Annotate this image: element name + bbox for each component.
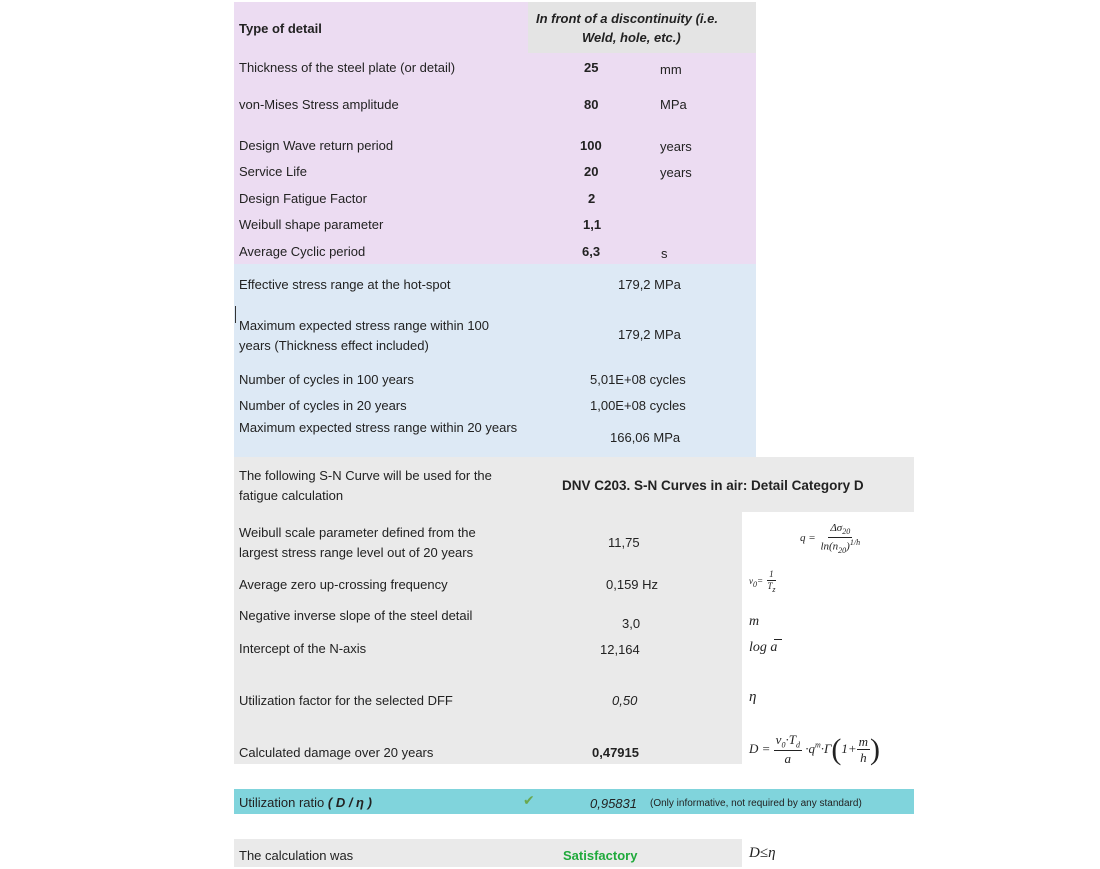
- input-unit: s: [661, 246, 668, 261]
- input-label: Weibull shape parameter: [239, 217, 384, 232]
- result-value: 179,2 MPa: [618, 327, 681, 342]
- weibull-scale-formula: q = $\frac{\Delta\sigma_{20}}{\ln(n_{20})^{1/h}}$: [800, 522, 861, 555]
- input-value[interactable]: 80: [584, 97, 599, 112]
- sn-row-label: Calculated damage over 20 years: [239, 745, 434, 760]
- result-label: Effective stress range at the hot-spot: [239, 277, 451, 292]
- eta-symbol: η: [749, 689, 757, 705]
- input-value[interactable]: 2: [588, 191, 596, 206]
- input-label: Average Cyclic period: [239, 244, 366, 259]
- input-unit: MPa: [660, 97, 687, 112]
- conclusion-status: Satisfactory: [563, 848, 638, 863]
- result-value: 1,00E+08 cycles: [590, 398, 686, 413]
- sn-row-value: 0,47915: [592, 745, 639, 760]
- sn-row-value: 11,75: [608, 535, 640, 550]
- utilization-ratio-formula: ( D / η ): [327, 795, 372, 810]
- utilization-ratio-label: [239, 794, 372, 812]
- slope-symbol: m: [749, 614, 760, 629]
- sn-row-value: 0,50: [612, 693, 638, 708]
- sn-row-value: 0,159 Hz: [606, 577, 659, 592]
- sn-row-label: Intercept of the N-axis: [239, 641, 367, 656]
- text-cursor: [235, 306, 236, 323]
- input-value[interactable]: 100: [580, 138, 602, 153]
- input-label: Design Fatigue Factor: [239, 191, 367, 206]
- input-value[interactable]: 1,1: [583, 217, 602, 232]
- input-label: Service Life: [239, 164, 307, 179]
- intercept-symbol: log a: [749, 640, 778, 655]
- input-unit: years: [660, 139, 692, 154]
- type-of-detail-label: Type of detail: [239, 21, 322, 36]
- input-label: von-Mises Stress amplitude: [239, 97, 399, 112]
- result-label: Maximum expected stress range within 100 years (Thickness effect included): [239, 318, 490, 353]
- type-of-detail-value-line1: In front of a discontinuity (i.e.: [536, 11, 718, 26]
- result-label: Number of cycles in 20 years: [239, 398, 407, 413]
- result-value: 166,06 MPa: [610, 430, 681, 445]
- conclusion-formula: D≤η: [749, 845, 776, 861]
- input-value[interactable]: 25: [584, 60, 599, 75]
- sn-curve-label: The following S-N Curve will be used for the fatigue calculation: [239, 468, 492, 503]
- check-icon: ✔: [523, 792, 535, 808]
- result-value: 179,2 MPa: [618, 277, 681, 292]
- sn-row-value: 12,164: [600, 642, 640, 657]
- conclusion-label: The calculation was: [239, 848, 354, 863]
- type-of-detail-value-line2: Weld, hole, etc.): [582, 30, 681, 45]
- sn-row-value: 3,0: [622, 616, 641, 631]
- sn-row-label: Utilization factor for the selected DFF: [239, 693, 453, 708]
- frequency-formula: $v_0=$ $\frac{1}{T_z}$: [749, 569, 776, 594]
- input-unit: mm: [660, 62, 682, 77]
- input-label: Thickness of the steel plate (or detail): [239, 60, 456, 75]
- utilization-ratio-note: (Only informative, not required by any standard): [650, 798, 862, 809]
- input-label: Design Wave return period: [239, 138, 394, 153]
- input-value[interactable]: 6,3: [582, 244, 601, 259]
- sn-curve-value: DNV C203. S-N Curves in air: Detail Category D: [562, 478, 864, 493]
- sn-row-label: Weibull scale parameter defined from the largest stress range level out of 20 years: [239, 525, 476, 560]
- result-value: 5,01E+08 cycles: [590, 372, 686, 387]
- damage-formula: D = $\frac{v_0\cdot T_d}{a}$ $\cdot q^m\cdot\Gamma(1+$ $\frac{m}{h}$ ): [749, 732, 881, 767]
- intercept-overbar: [774, 639, 782, 640]
- sn-row-label: Negative inverse slope of the steel detail: [239, 608, 473, 623]
- result-label: Number of cycles in 100 years: [239, 372, 414, 387]
- utilization-ratio-value: 0,95831: [590, 796, 637, 811]
- sn-row-label: Average zero up-crossing frequency: [239, 577, 448, 592]
- input-unit: years: [660, 165, 692, 180]
- result-label: Maximum expected stress range within 20 years: [239, 420, 518, 435]
- input-value[interactable]: 20: [584, 164, 599, 179]
- utilization-ratio-text: Utilization ratio: [239, 795, 325, 810]
